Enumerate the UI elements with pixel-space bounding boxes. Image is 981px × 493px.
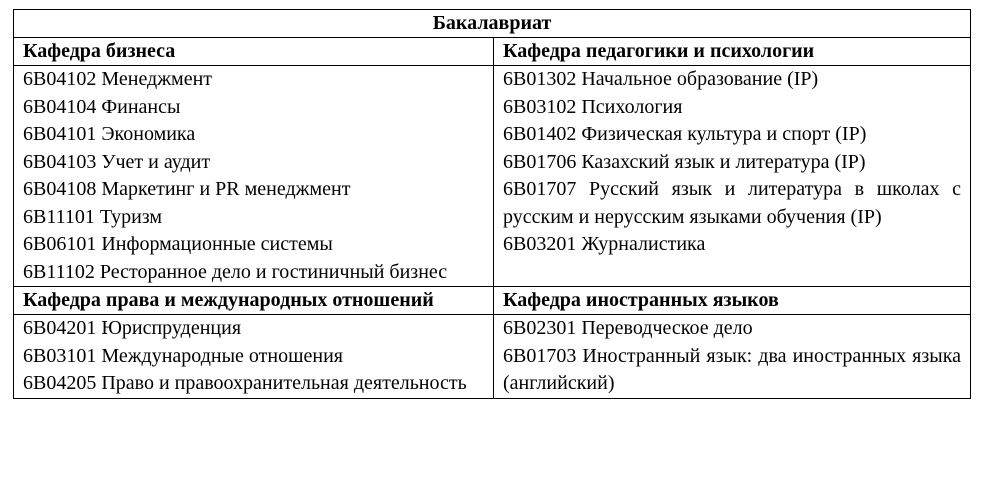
program-item: 6B04102 Менеджмент: [23, 68, 213, 90]
table-title: Бакалавриат: [14, 10, 971, 38]
program-item: 6B06101 Информационные системы: [23, 233, 333, 255]
program-item: 6B03101 Международные отношения: [23, 344, 343, 367]
program-item: 6B01707 Русский язык и литература в школах с русским и нерусским языками обучения (IP): [503, 178, 961, 228]
program-list: [494, 315, 971, 399]
program-item: 6B01402 Физическая культура и спорт (IP): [503, 123, 867, 145]
program-item: 6B04205 Право и правоохранительная деятельность: [23, 372, 467, 394]
department-name: Кафедра педагогики и психологии: [494, 38, 971, 66]
program-item: 6B04201 Юриспруденция: [23, 317, 242, 339]
programs-table: [13, 9, 971, 399]
program-item: 6B11101 Туризм: [23, 205, 163, 228]
program-item: 6B03102 Психология: [503, 95, 683, 118]
department-header-row: [14, 287, 971, 315]
program-item: 6B01302 Начальное образование (IP): [503, 68, 819, 90]
program-item: 6B03201 Журналистика: [503, 233, 706, 255]
department-name: Кафедра бизнеса: [14, 38, 494, 66]
program-list: [14, 315, 494, 399]
program-list-row: [14, 66, 971, 287]
program-list-row: [14, 315, 971, 399]
program-list: [494, 66, 971, 287]
program-item: 6B04101 Экономика: [23, 123, 196, 145]
program-item: 6B04108 Маркетинг и PR менеджмент: [23, 178, 351, 200]
program-list: [14, 66, 494, 287]
program-item: 6B01706 Казахский язык и литература (IP): [503, 150, 866, 173]
title-row: [14, 10, 971, 38]
department-name: Кафедра иностранных языков: [494, 287, 971, 315]
program-item: 6B04104 Финансы: [23, 95, 181, 118]
program-item: 6B01703 Иностранный язык: два иностранных языка (английский): [503, 344, 961, 394]
program-item: 6B02301 Переводческое дело: [503, 317, 753, 339]
department-header-row: [14, 38, 971, 66]
department-name: Кафедра права и международных отношений: [14, 287, 494, 315]
program-item: 6B11102 Ресторанное дело и гостиничный бизнес: [23, 260, 448, 283]
program-item: 6B04103 Учет и аудит: [23, 150, 211, 173]
